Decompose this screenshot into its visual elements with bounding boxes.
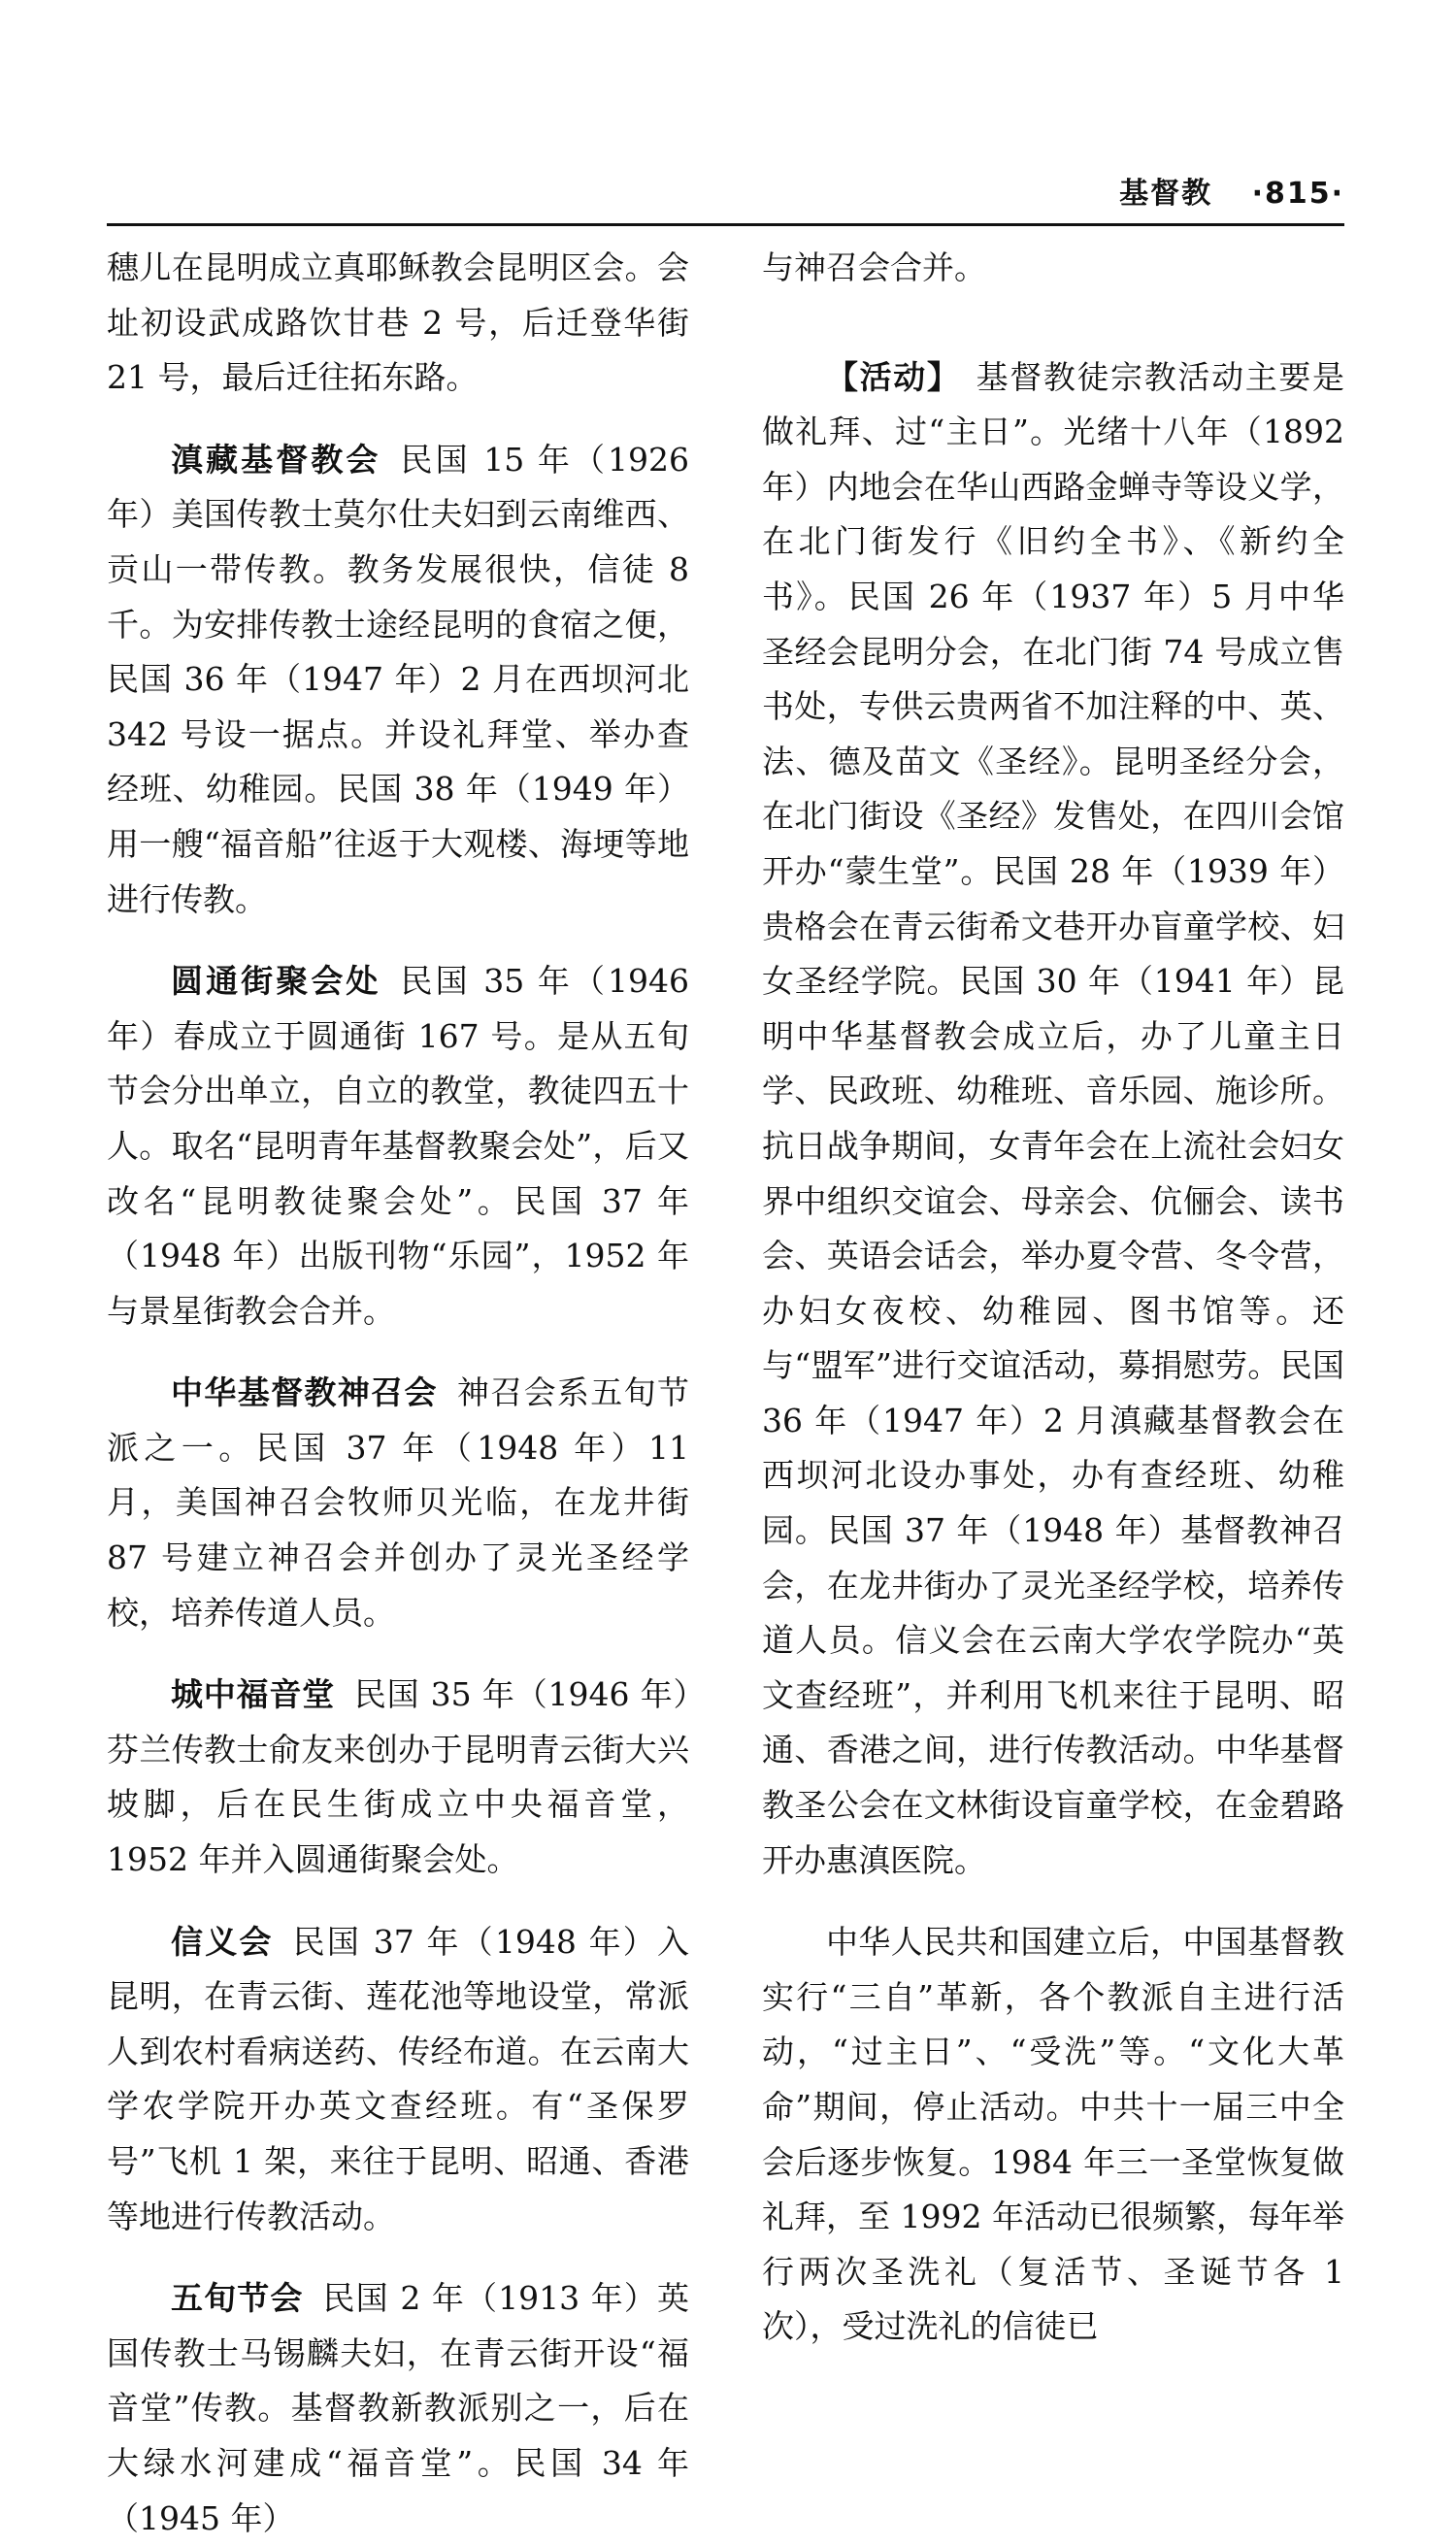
entry-term: 城中福音堂 (171, 1675, 335, 1714)
entry-term: 圆通街聚会处 (171, 962, 381, 1001)
page-header (107, 165, 1344, 226)
header-right (1092, 169, 1344, 212)
left-column (107, 241, 689, 2546)
entry-yuantong (107, 954, 689, 1339)
entry-text: 民国 37 年（1948 年）入昆明，在青云街、莲花池等地设堂，常派人到农村看病送药、传经布道。在云南大学农学院开办英文查经班。有“圣保罗号”飞机 1 架，来往于昆明、昭通、香港等地进行传教活动。 (107, 1922, 689, 2235)
paragraph-postwar (762, 1915, 1344, 2355)
header-title: 基督教 (1119, 177, 1213, 211)
activity-section (762, 350, 1344, 1889)
paragraph-text: 穗儿在昆明成立真耶稣教会昆明区会。会址初设武成路饮甘巷 2 号，后迁登华街 21 号，最后迁往拓东路。 (107, 248, 689, 397)
entry-dianzang (107, 433, 689, 927)
paragraph-text: 中华人民共和国建立后，中国基督教实行“三自”革新，各个教派自主进行活动，“过主日”、“受洗”等。“文化大革命”期间，停止活动。中共十一届三中全会后逐步恢复。1984 年三一圣堂恢复做礼拜，至 1992 年活动已很频繁，每年举行两次圣洗礼（复活节、圣诞节各 1 次），受过洗礼的信徒已 (762, 1923, 1344, 2346)
entry-chengzhong (107, 1668, 689, 1887)
entry-xinyi (107, 1915, 689, 2245)
paragraph-continuation (107, 241, 689, 406)
entry-shenzhao (107, 1366, 689, 1640)
paragraph-text: 与神召会合并。 (762, 248, 986, 286)
entry-term: 中华基督教神召会 (171, 1373, 438, 1412)
right-column (762, 241, 1344, 2355)
entry-text: 民国 35 年（1946 年）芬兰传教士俞友来创办于昆明青云街大兴坡脚，后在民生街成立中央福音堂，1952 年并入圆通街聚会处。 (107, 1675, 690, 1879)
entry-text: 民国 15 年（1926 年）美国传教士莫尔仕夫妇到云南维西、贡山一带传教。教务发展很快，信徒 8 千。为安排传教士途经昆明的食宿之便，民国 36 年（1947 年）2 月在西坝河北 342 号设一据点。并设礼拜堂、举办查经班、幼稚园。民国 38 年（1949 年）用一艘“福音船”往返于大观楼、海埂等地进行传教。 (107, 440, 690, 918)
entry-text: 神召会系五旬节派之一。民国 37 年（1948 年）11 月，美国神召会牧师贝光临，在龙井街 87 号建立神召会并创办了灵光圣经学校，培养传道人员。 (107, 1373, 690, 1632)
section-heading: 【活动】 (826, 357, 961, 396)
page-number: ·815· (1251, 177, 1344, 211)
entry-wuxunjie (107, 2271, 689, 2546)
entry-text: 民国 35 年（1946 年）春成立于圆通街 167 号。是从五旬节会分出单立，自立的教堂，教徒四五十人。取名“昆明青年基督教聚会处”，后又改名“昆明教徒聚会处”。民国 37 年（1948 年）出版刊物“乐园”，1952 年与景星街教会合并。 (107, 962, 690, 1330)
entry-text: 民国 2 年（1913 年）英国传教士马锡麟夫妇，在青云街开设“福音堂”传教。基督教新教派别之一，后在大绿水河建成“福音堂”。民国 34 年（1945 年） (107, 2279, 690, 2537)
paragraph-continuation (762, 241, 1344, 296)
section-text: 基督教徒宗教活动主要是做礼拜、过“主日”。光绪十八年（1892 年）内地会在华山西路金蝉寺等设义学，在北门街发行《旧约全书》、《新约全书》。民国 26 年（1937 年）5 月中华圣经会昆明分会，在北门街 74 号成立售书处，专供云贵两省不加注释的中、英、法、德及苗文《圣经》。昆明圣经分会，在北门街设《圣经》发售处，在四川会馆开办“蒙生堂”。民国 28 年（1939 年）贵格会在青云街希文巷开办盲童学校、妇女圣经学院。民国 30 年（1941 年）昆明中华基督教会成立后，办了儿童主日学、民政班、幼稚班、音乐园、施诊所。抗日战争期间，女青年会在上流社会妇女界中组织交谊会、母亲会、伉俪会、读书会、英语会话会，举办夏令营、冬令营，办妇女夜校、幼稚园、图书馆等。还与“盟军”进行交谊活动，募捐慰劳。民国 36 年（1947 年）2 月滇藏基督教会在西坝河北设办事处，办有查经班、幼稚园。民国 37 年（1948 年）基督教神召会，在龙井街办了灵光圣经学校，培养传道人员。信义会在云南大学农学院办“英文查经班”，并利用飞机来往于昆明、昭通、香港之间，进行传教活动。中华基督教圣公会在文林街设盲童学校，在金碧路开办惠滇医院。 (762, 357, 1345, 1879)
entry-term: 五旬节会 (171, 2279, 304, 2318)
entry-term: 滇藏基督教会 (171, 440, 381, 479)
entry-term: 信义会 (171, 1922, 274, 1961)
